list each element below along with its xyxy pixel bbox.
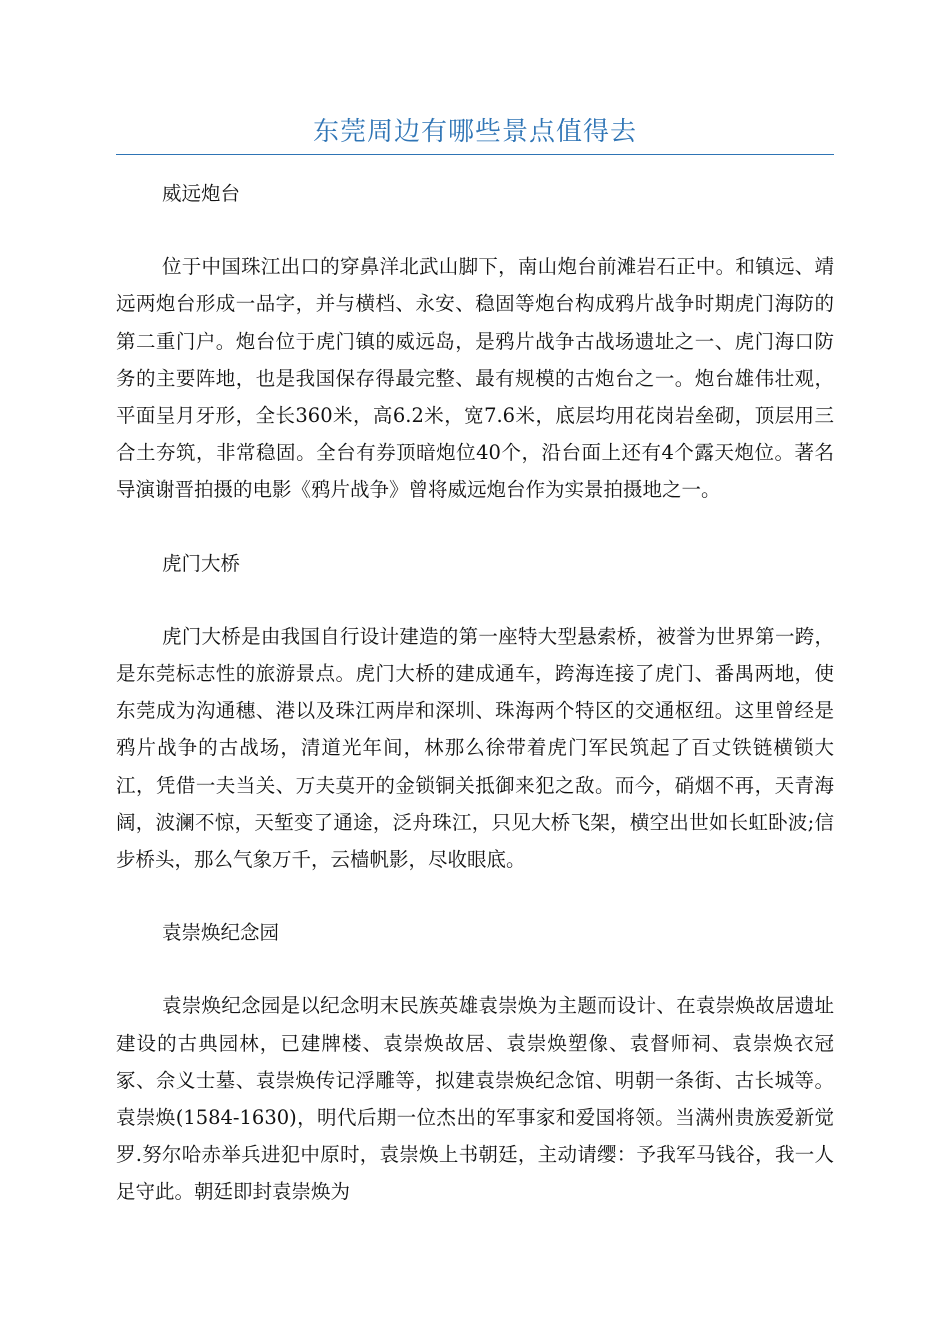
section-heading-weiyuan-fort: 威远炮台: [162, 182, 241, 205]
document-body: [116, 175, 834, 1211]
section-body-weiyuan-fort: 位于中国珠江出口的穿鼻洋北武山脚下，南山炮台前滩岩石正中。和镇远、靖远两炮台形成一品字，并与横档、永安、稳固等炮台构成鸦片战争时期虎门海防的第二重门户。炮台位于虎门镇的威远岛，是鸦片战争古战场遗址之一、虎门海口防务的主要阵地，也是我国保存得最完整、最有规模的古炮台之一。炮台雄伟壮观，平面呈月牙形，全长360米，高6.2米，宽7.6米，底层均用花岗岩垒砌，顶层用三合土夯筑，非常稳固。全台有券顶暗炮位40个，沿台面上还有4个露天炮位。著名导演谢晋拍摄的电影《鸦片战争》曾将威远炮台作为实景拍摄地之一。: [116, 255, 834, 502]
section-heading-humen-bridge: 虎门大桥: [162, 551, 241, 575]
title-underline: [116, 154, 834, 155]
document-page: [116, 0, 834, 1344]
section-body-yuan-chonghuan-park: 袁崇焕纪念园是以纪念明末民族英雄袁崇焕为主题而设计、在袁崇焕故居遗址建设的古典园林，已建牌楼、袁崇焕故居、袁崇焕塑像、袁督师祠、袁崇焕衣冠冢、佘义士墓、袁崇焕传记浮雕等，拟建袁崇焕纪念馆、明朝一条街、古长城等。袁崇焕(1584-1630)，明代后期一位杰出的军事家和爱国将领。当满州贵族爱新觉罗.努尔哈赤举兵进犯中原时，袁崇焕上书朝廷，主动请缨：予我军马钱谷，我一人足守此。朝廷即封袁崇焕为: [116, 994, 834, 1204]
page-title: 东莞周边有哪些景点值得去: [312, 117, 637, 147]
section-body-humen-bridge: 虎门大桥是由我国自行设计建造的第一座特大型悬索桥，被誉为世界第一跨，是东莞标志性的旅游景点。虎门大桥的建成通车，跨海连接了虎门、番禺两地，使东莞成为沟通穗、港以及珠江两岸和深圳、珠海两个特区的交通枢纽。这里曾经是鸦片战争的古战场，清道光年间，林那么徐带着虎门军民筑起了百丈铁链横锁大江，凭借一夫当关、万夫莫开的金锁铜关抵御来犯之敌。而今，硝烟不再，天青海阔，波澜不惊，天堑变了通途，泛舟珠江，只见大桥飞架，横空出世如长虹卧波;信步桥头，那么气象万千，云樯帆影，尽收眼底。: [116, 624, 834, 872]
section-heading-yuan-chonghuan-park: 袁崇焕纪念园: [162, 921, 280, 945]
